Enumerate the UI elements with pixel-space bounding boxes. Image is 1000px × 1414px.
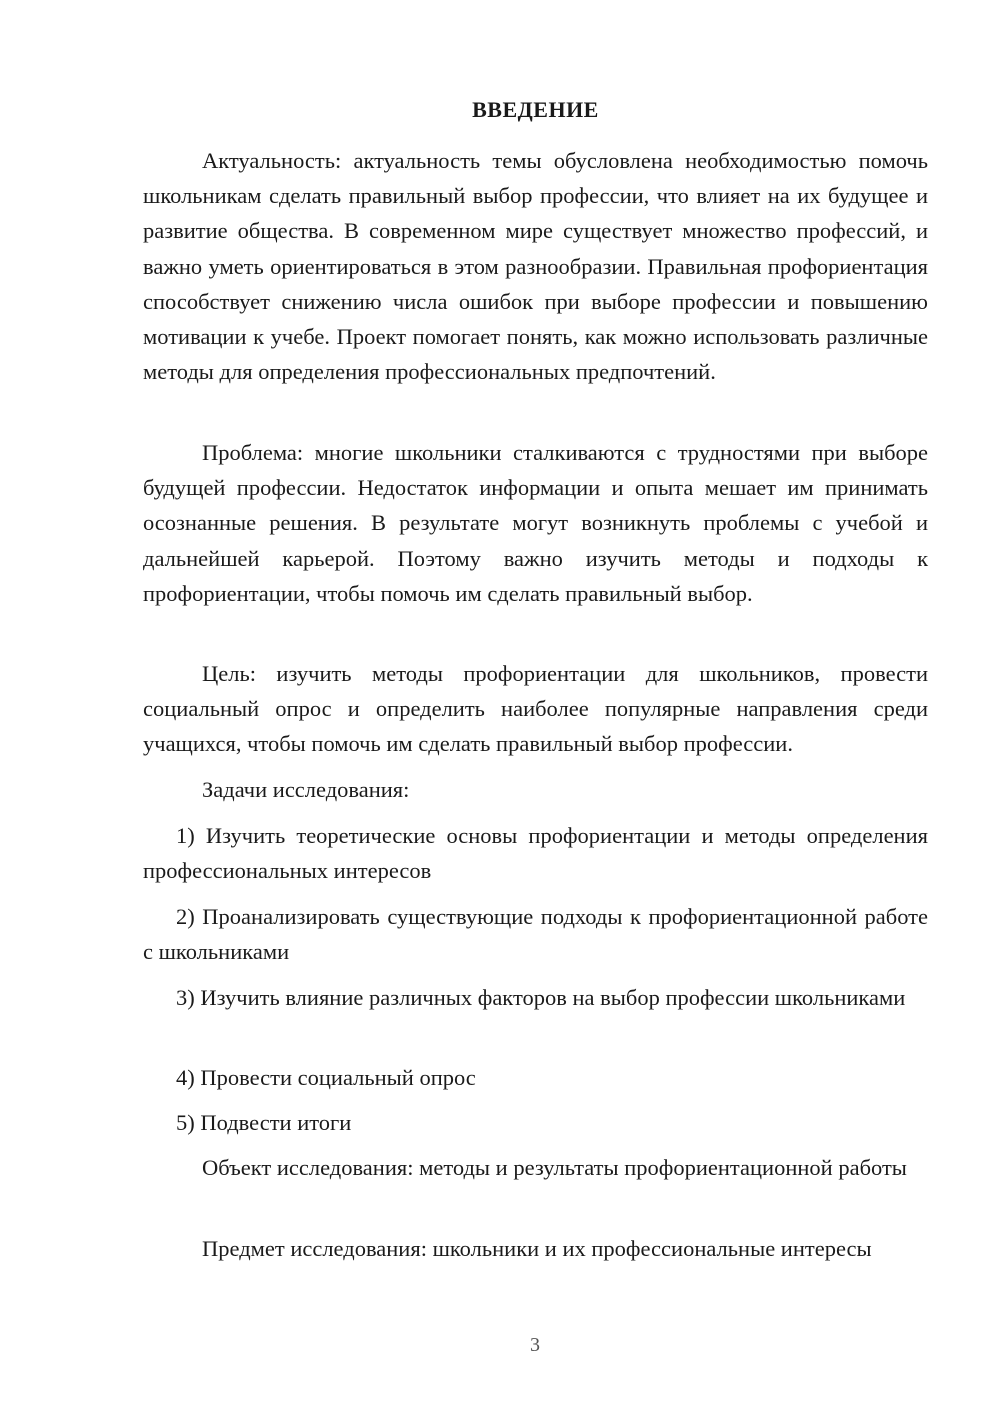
task-item-1: 1) Изучить теоретические основы профориентации и методы определения профессиональных интересов bbox=[143, 823, 928, 884]
task-item-4: 4) Провести социальный опрос bbox=[176, 1065, 476, 1090]
task-item-5: 5) Подвести итоги bbox=[176, 1110, 352, 1135]
page-title: ВВЕДЕНИЕ bbox=[472, 97, 599, 122]
problem-paragraph: Проблема: многие школьники сталкиваются с трудностями при выборе будущей профессии. Недостаток информации и опыта мешает им принимать осознанные решения. В результате могут возникнуть проблемы с учебой и дальнейшей карьерой. Поэтому важно изучить методы и подходы к профориентации, чтобы помочь им сделать правильный выбор. bbox=[143, 440, 928, 606]
goal-paragraph: Цель: изучить методы профориентации для школьников, провести социальный опрос и определить наиболее популярные направления среди учащихся, чтобы помочь им сделать правильный выбор профессии. bbox=[143, 661, 928, 757]
relevance-paragraph: Актуальность: актуальность темы обусловлена необходимостью помочь школьникам сделать правильный выбор профессии, что влияет на их будущее и развитие общества. В современном мире существует множество профессий, и важно уметь ориентироваться в этом разнообразии. Правильная профориентация способствует снижению числа ошибок при выборе профессии и повышению мотивации к учебе. Проект помогает понять, как можно использовать различные методы для определения профессиональных предпочтений. bbox=[143, 148, 928, 385]
object-paragraph: Объект исследования: методы и результаты профориентационной работы bbox=[202, 1155, 907, 1180]
task-item-3: 3) Изучить влияние различных факторов на выбор профессии школьниками bbox=[176, 985, 906, 1010]
task-item-2: 2) Проанализировать существующие подходы к профориентационной работе с школьниками bbox=[143, 904, 928, 965]
page-number: 3 bbox=[530, 1334, 540, 1356]
tasks-heading: Задачи исследования: bbox=[202, 777, 410, 802]
subject-paragraph: Предмет исследования: школьники и их профессиональные интересы bbox=[202, 1236, 872, 1261]
